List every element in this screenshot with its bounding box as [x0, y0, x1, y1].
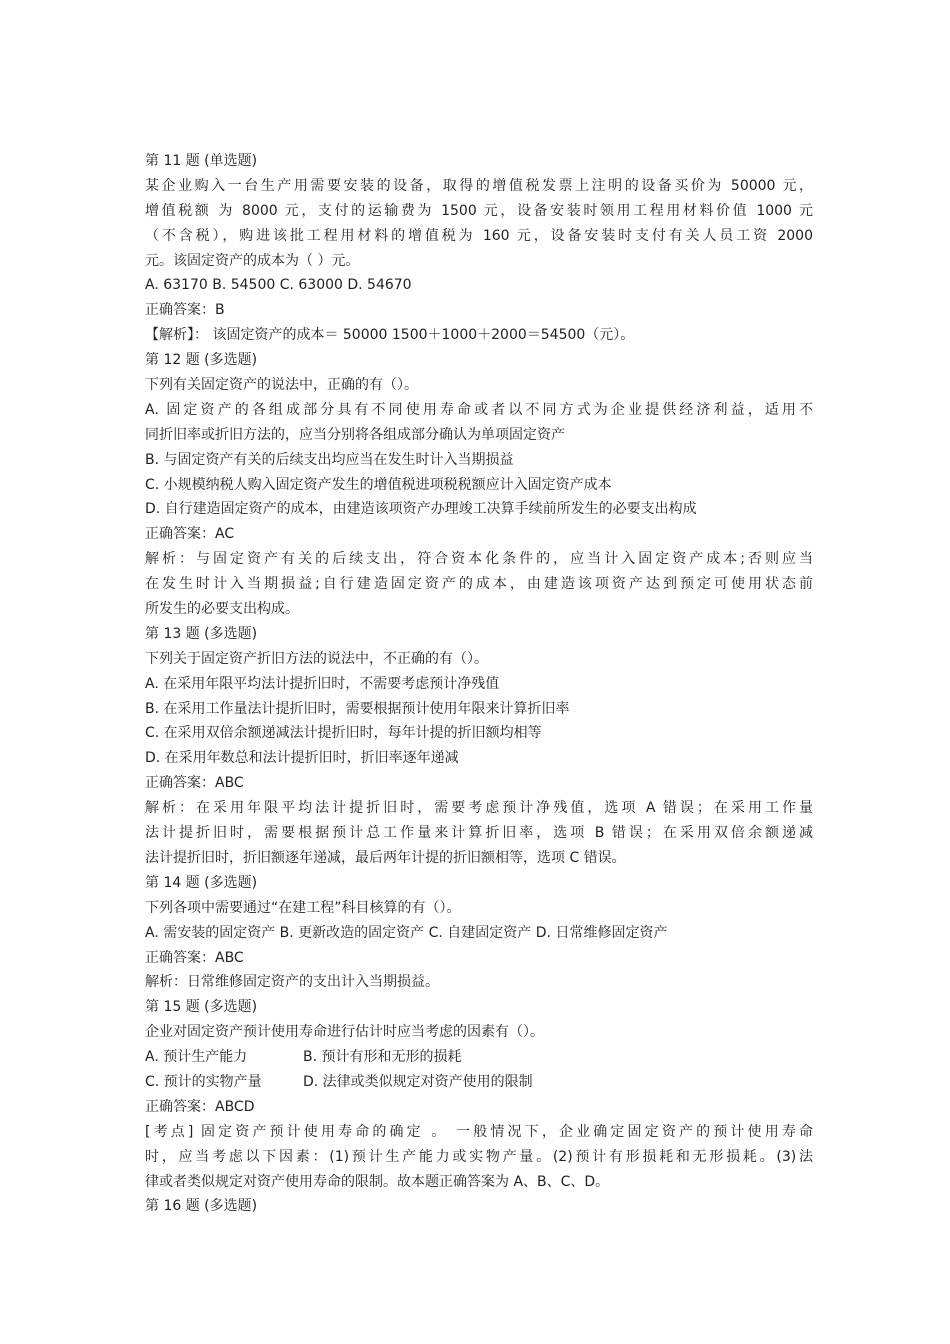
q13-analysis-line: 解析：在采用年限平均法计提折旧时，需要考虑预计净残值，选项 A 错误；在采用工作量: [145, 800, 813, 817]
q11-header: 第 11 题 (单选题): [145, 153, 258, 169]
q12-analysis-line: 所发生的必要支出构成。: [145, 601, 299, 618]
q13-option-c: C. 在采用双倍余额递减法计提折旧时，每年计提的折旧额均相等: [145, 725, 542, 742]
q13-option-b: B. 在采用工作量法计提折旧时，需要根据预计使用年限来计算折旧率: [145, 700, 570, 717]
document-page: [145, 149, 813, 1219]
q13-header: 第 13 题 (多选题): [145, 625, 258, 642]
q11-stem-line: 某企业购入一台生产用需要安装的设备，取得的增值税发票上注明的设备买价为 50000 元，: [145, 177, 813, 194]
q12-answer: 正确答案：AC: [145, 526, 235, 543]
q16-header: 第 16 题 (多选题): [145, 1198, 258, 1215]
q15-header: 第 15 题 (多选题): [145, 999, 258, 1016]
q12-analysis-line: 解析：与固定资产有关的后续支出，符合资本化条件的，应当计入固定资产成本;否则应当: [145, 551, 813, 568]
q11-answer: 正确答案：B: [145, 302, 225, 319]
q15-stem: 企业对固定资产预计使用寿命进行估计时应当考虑的因素有（）。: [145, 1024, 544, 1041]
q11-stem-line: 元。该固定资产的成本为（ ）元。: [145, 252, 360, 269]
q12-option-d: D. 自行建造固定资产的成本，由建造该项资产办理竣工决算手续前所发生的必要支出构成: [145, 501, 697, 518]
q15-option-b: B. 预计有形和无形的损耗: [303, 1049, 462, 1066]
q15-analysis-line: 律或者类似规定对资产使用寿命的限制。故本题正确答案为 A、B、C、D。: [145, 1173, 610, 1190]
q12-option-b: B. 与固定资产有关的后续支出均应当在发生时计入当期损益: [145, 451, 514, 468]
q15-option-c: C. 预计的实物产量: [145, 1073, 262, 1090]
q12-option-a-line: 同折旧率或折旧方法的，应当分别将各组成部分确认为单项固定资产: [145, 426, 565, 443]
q12-analysis-line: 在发生时计入当期损益;自行建造固定资产的成本，由建造该项资产达到预定可使用状态前: [145, 576, 813, 593]
q13-option-d: D. 在采用年数总和法计提折旧时，折旧率逐年递减: [145, 750, 459, 767]
q13-analysis-line: 法计提折旧时，折旧额逐年递减，最后两年计提的折旧额相等，选项 C 错误。: [145, 849, 626, 866]
q15-answer: 正确答案：ABCD: [145, 1098, 255, 1115]
q15-option-a: A. 预计生产能力: [145, 1049, 248, 1066]
q11-analysis: 【解析】： 该固定资产的成本＝ 50000 1500＋1000＋2000＝54500（元）。: [145, 327, 635, 344]
q12-option-a-line: A. 固定资产的各组成部分具有不同使用寿命或者以不同方式为企业提供经济利益，适用不: [145, 401, 813, 418]
q15-analysis-line: [考点] 固定资产预计使用寿命的确定 。 一般情况下，企业确定固定资产的预计使用寿命: [145, 1123, 813, 1140]
q15-options-row-1: [145, 1045, 813, 1070]
q15-option-d: D. 法律或类似规定对资产使用的限制: [303, 1073, 533, 1090]
q13-answer: 正确答案：ABC: [145, 775, 244, 792]
q14-header: 第 14 题 (多选题): [145, 874, 258, 891]
q13-analysis-line: 法计提折旧时，需要根据预计总工作量来计算折旧率，选项 B 错误；在采用双倍余额递减: [145, 825, 813, 842]
q14-options: A. 需安装的固定资产 B. 更新改造的固定资产 C. 自建固定资产 D. 日常维修固定资产: [145, 924, 668, 941]
q14-answer: 正确答案：ABC: [145, 949, 244, 966]
q15-analysis-line: 时，应当考虑以下因素：(1)预计生产能力或实物产量。(2)预计有形损耗和无形损耗。(3)法: [145, 1148, 813, 1165]
q13-option-a: A. 在采用年限平均法计提折旧时，不需要考虑预计净残值: [145, 675, 500, 692]
q11-stem-line: 增值税额 为 8000 元，支付的运输费为 1500 元，设备安装时领用工程用材料价值 1000 元: [145, 202, 813, 219]
q15-options-row-2: [145, 1070, 813, 1095]
q12-stem: 下列有关固定资产的说法中，正确的有（）。: [145, 377, 418, 394]
q11-stem-line: （不含税），购进该批工程用材料的增值税为 160 元，设备安装时支付有关人员工资 2000: [145, 227, 813, 244]
q13-stem: 下列关于固定资产折旧方法的说法中，不正确的有（）。: [145, 650, 488, 667]
q12-option-c: C. 小规模纳税人购入固定资产发生的增值税进项税税额应计入固定资产成本: [145, 476, 612, 493]
q12-header: 第 12 题 (多选题): [145, 352, 258, 369]
q14-analysis: 解析：日常维修固定资产的支出计入当期损益。: [145, 974, 439, 991]
q14-stem: 下列各项中需要通过“在建工程”科目核算的有（）。: [145, 899, 461, 916]
q11-options: A. 63170 B. 54500 C. 63000 D. 54670: [145, 277, 412, 294]
